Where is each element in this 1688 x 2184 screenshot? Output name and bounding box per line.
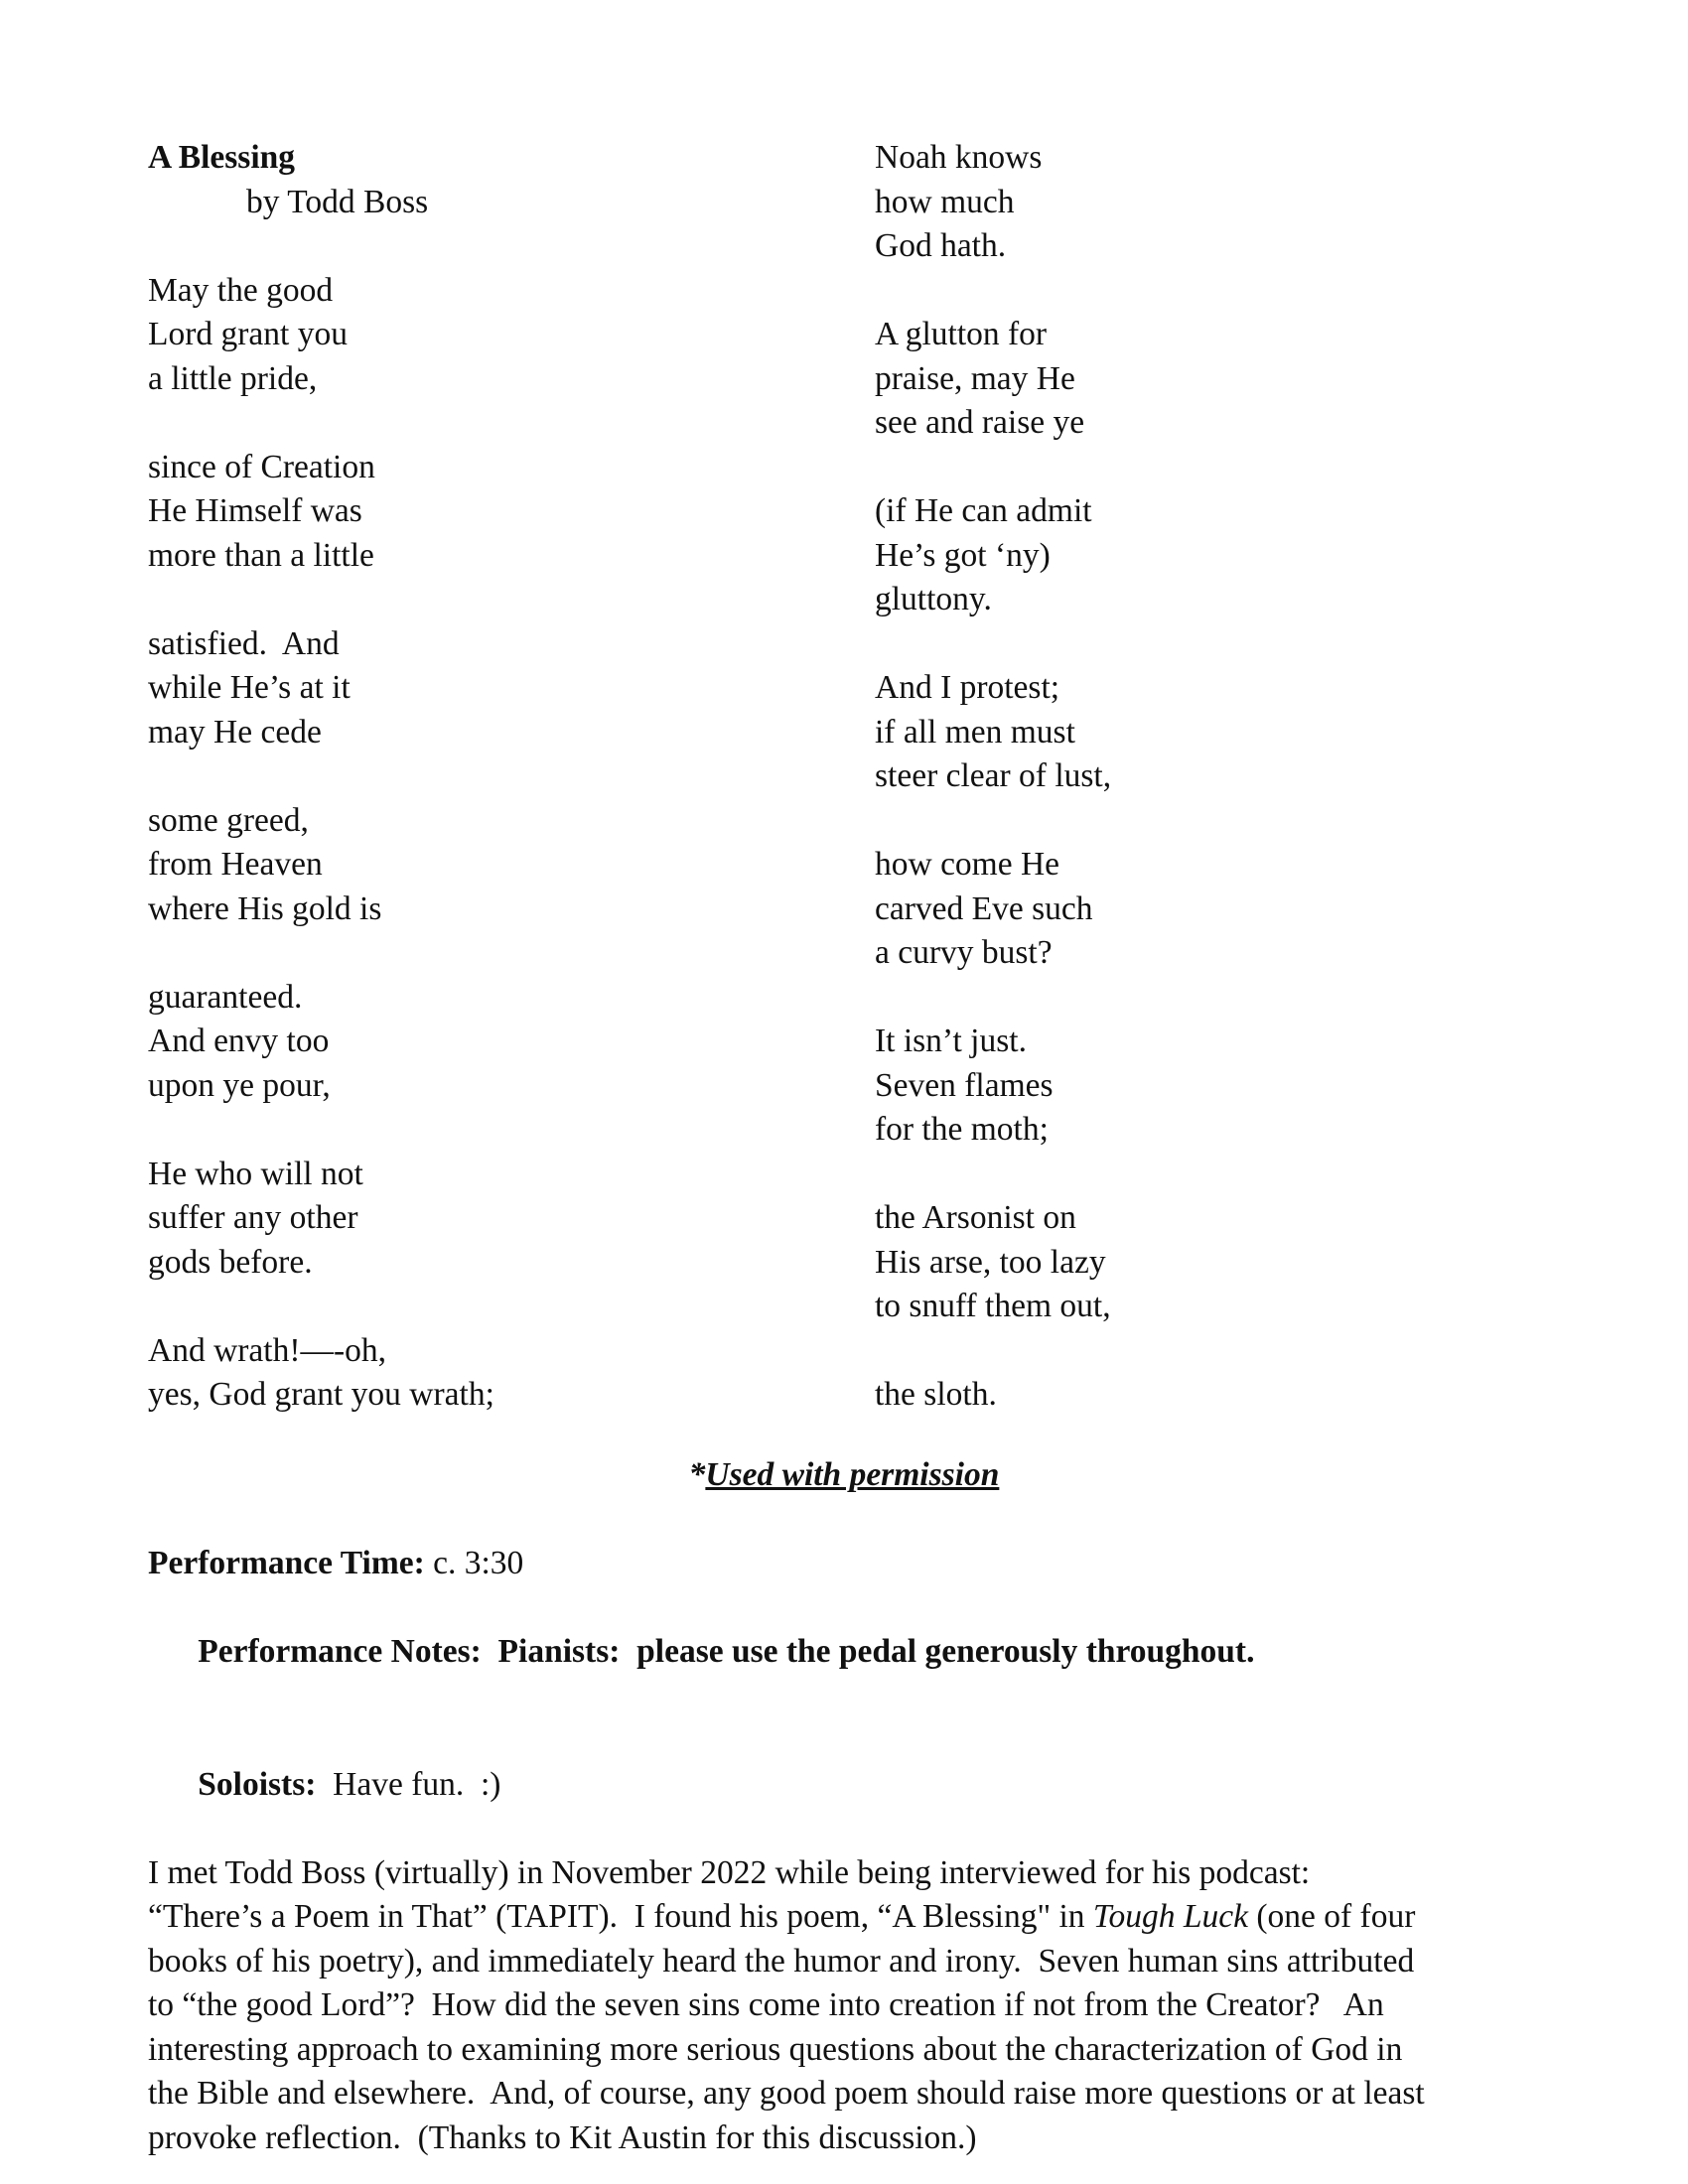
paragraph-line: interesting approach to examining more serious questions about the characterization of God in <box>148 2030 1403 2068</box>
poem-stanza <box>875 666 1570 799</box>
poem-line: A glutton for <box>875 316 1048 352</box>
permission-asterisk: * <box>688 1456 706 1493</box>
poem-line: And wrath!—-oh, <box>148 1331 387 1369</box>
poem-line: Lord grant you <box>148 316 348 352</box>
soloists-line <box>148 1718 1538 1851</box>
poem-line: a curvy bust? <box>875 934 1053 971</box>
poem-stanza <box>148 269 843 402</box>
poem-line: more than a little <box>148 536 374 574</box>
performance-notes <box>148 1542 1538 2160</box>
right-stanzas <box>875 136 1570 1418</box>
poem-stanza <box>875 136 1570 269</box>
poem-left-column <box>148 136 843 1418</box>
poem-right-column <box>875 136 1570 1418</box>
paragraph-line: books of his poetry), and immediately heard the humor and irony. Seven human sins attributed <box>148 1942 1415 1979</box>
performance-time-label: Performance Time: <box>148 1545 425 1581</box>
poem-stanza <box>148 1153 843 1286</box>
poem-line: It isn’t just. <box>875 1023 1027 1059</box>
poem-line: may He cede <box>148 713 322 751</box>
poem-stanza <box>148 976 843 1109</box>
poem-line: how much <box>875 183 1015 220</box>
poem-line: gods before. <box>148 1243 313 1281</box>
poem-stanza <box>148 622 843 755</box>
poem-line: where His gold is <box>148 889 382 927</box>
poem-line: upon ye pour, <box>148 1066 331 1104</box>
poem-line: Seven flames <box>875 1066 1054 1104</box>
paragraph-text: (one of four <box>1247 1898 1416 1935</box>
performance-notes-label: Performance Notes: <box>198 1633 482 1670</box>
performance-time-line <box>148 1542 1538 1586</box>
poem-line: He who will not <box>148 1155 363 1192</box>
poem-line: how come He <box>875 846 1060 883</box>
poem-line: since of Creation <box>148 448 375 485</box>
poem-line: And envy too <box>148 1023 330 1059</box>
poem-stanza <box>875 1373 1570 1418</box>
soloists-label: Soloists: <box>198 1765 317 1803</box>
poem-line: if all men must <box>875 713 1075 751</box>
paragraph-line: the Bible and elsewhere. And, of course, any good poem should raise more questions or at least <box>148 2075 1425 2112</box>
poem-line: May the good <box>148 271 334 309</box>
poem-line: (if He can admit <box>875 492 1092 529</box>
poem-line: while He’s at it <box>148 669 351 706</box>
poem-line: guaranteed. <box>148 978 303 1016</box>
poem-stanza <box>148 1329 843 1418</box>
poem-title: A Blessing <box>148 139 296 176</box>
poem-line: a little pride, <box>148 359 318 397</box>
performance-notes-line <box>148 1586 1538 1719</box>
poem-line: His arse, too lazy <box>875 1243 1106 1281</box>
poem-stanza <box>875 843 1570 976</box>
poem-line: And I protest; <box>875 669 1060 706</box>
poem-line: Noah knows <box>875 139 1043 176</box>
poem-line: carved Eve such <box>875 889 1093 927</box>
poem-line: suffer any other <box>148 1199 358 1236</box>
poem-stanza <box>148 446 843 579</box>
paragraph-text: “There’s a Poem in That” (TAPIT). I found his poem, “A Blessing" in <box>148 1898 1093 1935</box>
poem-line: yes, God grant you wrath; <box>148 1376 494 1413</box>
poem-line: steer clear of lust, <box>875 757 1112 794</box>
permission-note <box>0 1453 1688 1498</box>
poem-line: He Himself was <box>148 492 362 529</box>
poem-line: satisfied. And <box>148 624 340 662</box>
poem-stanza <box>875 1196 1570 1329</box>
poem-stanza <box>148 799 843 932</box>
permission-text: Used with permission <box>705 1456 1000 1493</box>
poem-line: He’s got ‘ny) <box>875 536 1051 574</box>
poem-line: for the moth; <box>875 1111 1049 1148</box>
left-stanzas <box>148 269 843 1418</box>
poem-line: to snuff them out, <box>875 1288 1111 1324</box>
poem-byline: by Todd Boss <box>246 183 429 220</box>
poem-line: the sloth. <box>875 1376 997 1413</box>
poem-line: gluttony. <box>875 581 992 617</box>
paragraph-line <box>148 1895 1538 1940</box>
poem-line: the Arsonist on <box>875 1199 1076 1236</box>
performance-notes-value: Pianists: please use the pedal generously throughout. <box>481 1633 1255 1670</box>
poem-line: God hath. <box>875 227 1007 264</box>
poem-line: see and raise ye <box>875 404 1085 441</box>
poem-stanza <box>875 489 1570 622</box>
book-title: Tough Luck <box>1092 1898 1248 1935</box>
poem-stanza <box>875 1020 1570 1153</box>
performance-time-value: c. 3:30 <box>424 1545 524 1581</box>
paragraph-line: provoke reflection. (Thanks to Kit Austin for this discussion.) <box>148 2118 977 2156</box>
paragraph-line: to “the good Lord”? How did the seven sins come into creation if not from the Creator? An <box>148 1986 1384 2023</box>
paragraph-line: I met Todd Boss (virtually) in November 2022 while being interviewed for his podcast: <box>148 1853 1311 1891</box>
poem-line: some greed, <box>148 801 309 839</box>
poem-stanza <box>875 313 1570 446</box>
poem-line: praise, may He <box>875 359 1075 397</box>
poem-line: from Heaven <box>148 846 323 883</box>
soloists-value: Have fun. :) <box>316 1765 501 1803</box>
